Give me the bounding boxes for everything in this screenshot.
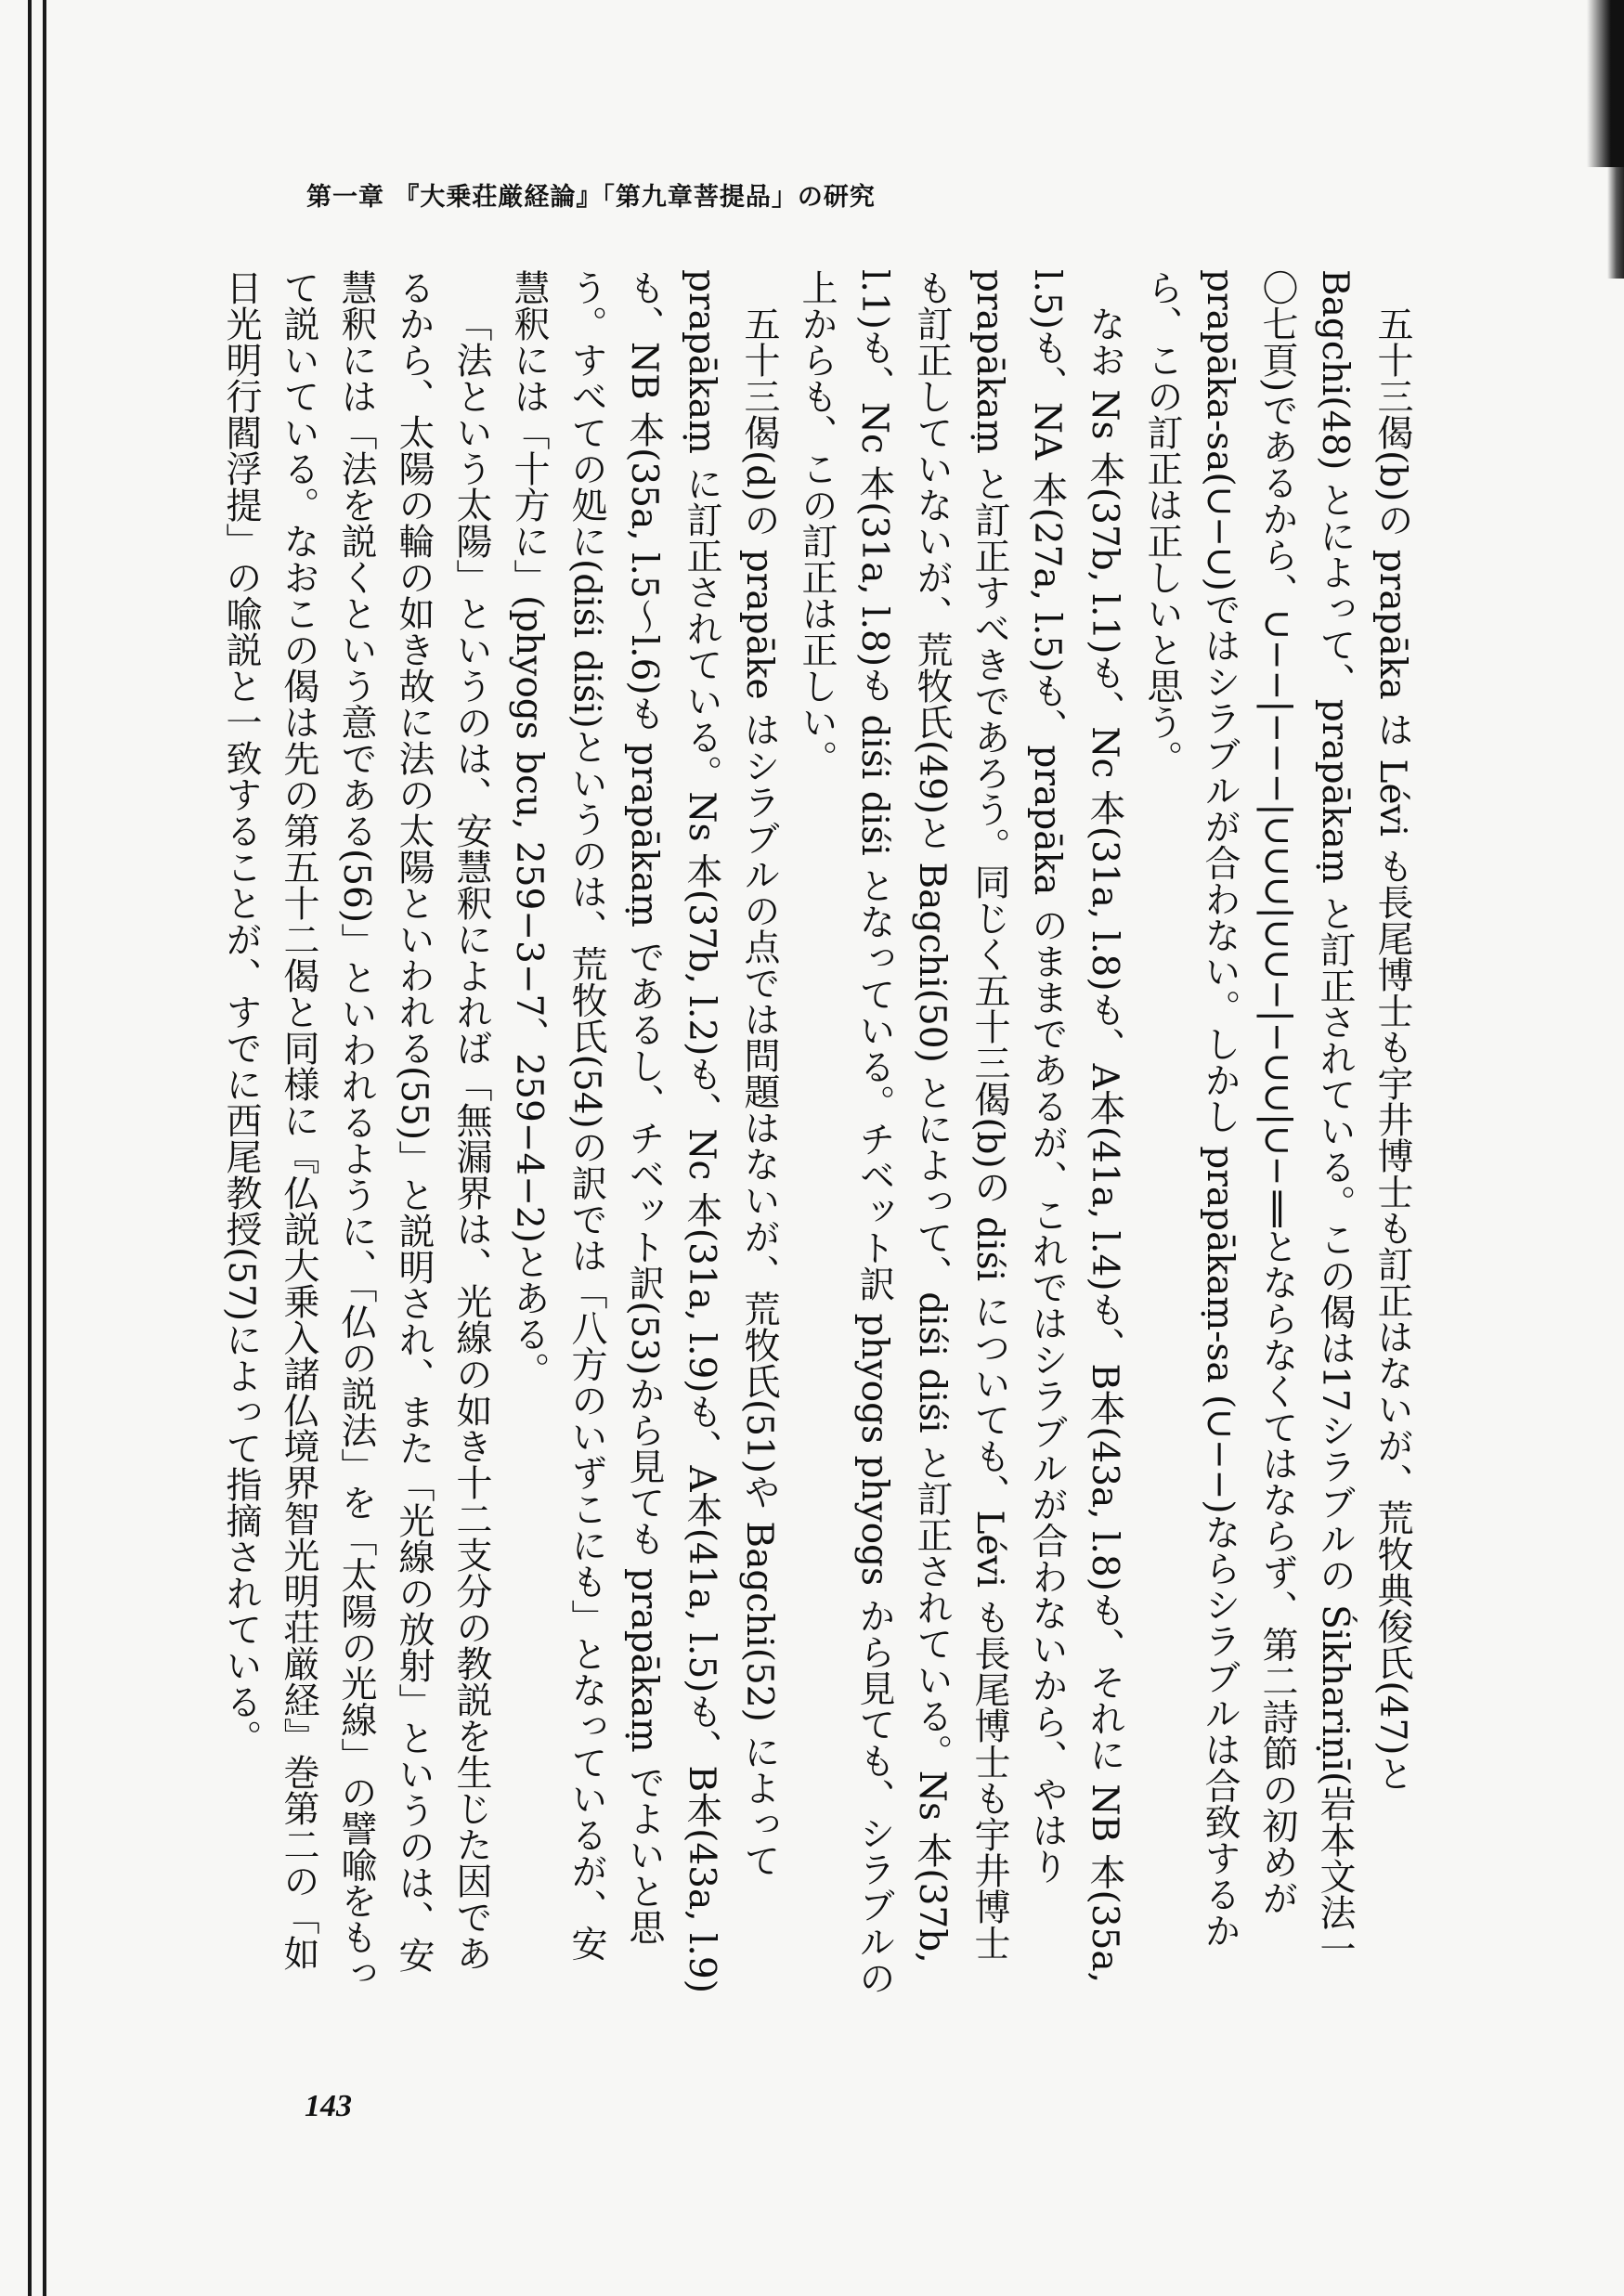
left-margin-rule-1 xyxy=(28,0,32,2296)
paragraph-3: 五十三偈(d)の prapāke はシラブルの点では問題はないが、荒牧氏(51)や Bagchi(52) によって prapākaṃ に訂正されている。Ns 本(37b, l.2)も、Nc 本(31a, l.9)も、A本(41a, l.5)も、B本(43a, l.9)も、NB 本(35a, l.5〜l.6)も prapākaṃ であるし、チベット訳(53)から見ても prapākaṃ でよいと思う。すべての処に(diśi diśi)というのは、荒牧氏(54)の訳では「八方のいずこにも」となっているが、安慧釈には「十方に」(phyogs bcu, 259−3−7、259−4−2)とある。 xyxy=(508,269,780,1993)
paragraph-4: 「法という太陽」というのは、安慧釈によれば「無漏界は、光線の如き十二支分の教説を生じた因であるから、太陽の輪の如き故に法の太陽といわれる(55)」と説明され、また「光線の放射」というのは、安慧釈には「法を説くという意である(56)」といわれるように、「仏の説法」を「太陽の光線」の譬喩をもって説いている。なおこの偈は先の第五十二偈と同様に『仏説大乗入諸仏境界智光明荘厳経』巻第二の「如日光明行閻浮提」の喩説と一致することが、すでに西尾教授(57)によって指摘されている。 xyxy=(220,269,492,1991)
page-number: 143 xyxy=(305,2089,352,2123)
paragraph-2: なお Ns 本(37b, l.1)も、Nc 本(31a, l.8)も、A本(41a, l.4)も、B本(43a, l.8)も、それに NB 本(35a, l.5)も、NA 本(27a, l.5)も、prapāka のままであるが、これではシラブルが合わないから、やはり prapākaṃ と訂正すべきであろう。同じく五十三偈(b)の diśi についても、Lévi も長尾博士も宇井博士も訂正していないが、荒牧氏(49)と Bagchi(50) とによって、diśi diśi と訂正されている。Ns 本(37b, l.1)も、Nc 本(31a, l.8)も diśi diśi となっている。チベット訳 phyogs phyogs から見ても、シラブルの上からも、この訂正は正しい。 xyxy=(796,269,1125,1996)
paragraph-1: 五十三偈(b)の prapāka は Lévi も長尾博士も宇井博士も訂正はないが、荒牧典俊氏(47)と Bagchi(48) とによって、prapākaṃ と訂正されている。この偈は17シラブルの Śikhariṇī(岩本文法一〇七頁)であるから、∪−−|−−−|∪∪∪|∪∪−|−∪∪|∪−‖とならなくてはならず、第二詩節の初めが prapāka-sa(∪−∪)ではシラブルが合わない。しかし prapākaṃ-sa (∪−−)ならシラブルは合致するから、この訂正は正しいと思う。 xyxy=(1141,269,1413,1967)
body-text xyxy=(220,269,1421,1996)
scan-edge-shadow-lower xyxy=(1607,167,1624,279)
left-margin-rule-2 xyxy=(43,0,46,2296)
running-head: 第一章 『大乗荘厳経論』「第九章菩提品」の研究 xyxy=(306,183,876,212)
scan-edge-shadow xyxy=(1587,0,1624,167)
